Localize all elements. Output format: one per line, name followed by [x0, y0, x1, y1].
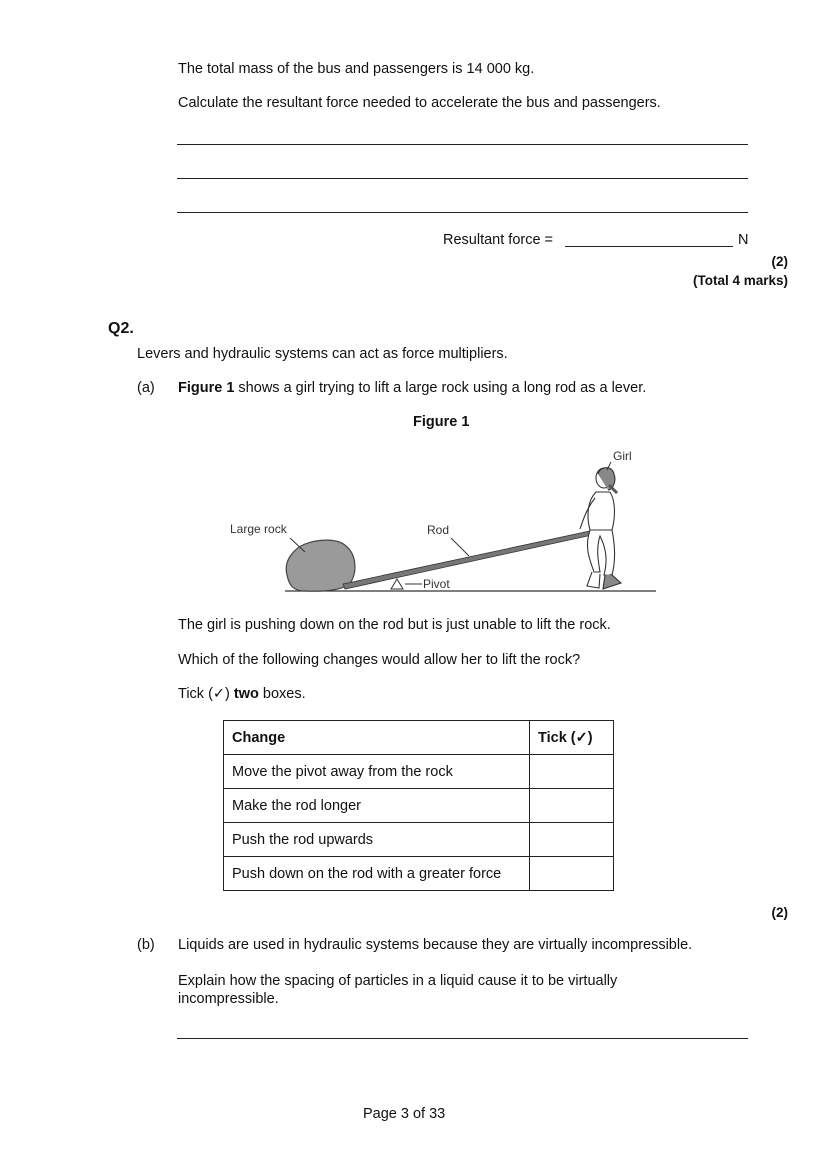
q1-question: Calculate the resultant force needed to accelerate the bus and passengers. — [178, 95, 661, 111]
table-row — [224, 789, 614, 823]
girl-torso — [588, 492, 614, 530]
table-row — [224, 823, 614, 857]
label-large-rock: Large rock — [230, 522, 287, 536]
q2-number: Q2. — [108, 320, 134, 337]
tick-instruction-count: two — [233, 686, 259, 702]
page-number: Page 3 of 33 — [363, 1106, 446, 1122]
change-option: Make the rod longer — [224, 789, 530, 823]
change-option: Push down on the rod with a greater force — [224, 857, 530, 891]
pivot-shape — [391, 579, 403, 589]
girl-figure — [580, 468, 621, 589]
answer-line — [177, 1038, 748, 1039]
q2a-marks: (2) — [771, 905, 788, 920]
q2a-stem-2: Which of the following changes would allow her to lift the rock? — [178, 652, 581, 668]
q2a-text-rest: shows a girl trying to lift a large rock using a long rod as a lever. — [234, 380, 647, 396]
header-change: Change — [224, 721, 530, 755]
table-row — [224, 857, 614, 891]
q2a-label: (a) — [137, 380, 155, 396]
tick-box[interactable] — [530, 857, 614, 891]
label-pivot: Pivot — [423, 577, 450, 591]
girl-legs — [587, 530, 614, 575]
tick-instruction-post: boxes. — [258, 686, 306, 702]
tick-table — [223, 720, 614, 891]
q2-intro: Levers and hydraulic systems can act as force multipliers. — [137, 346, 508, 362]
figure-title: Figure 1 — [413, 414, 470, 430]
q2b-label: (b) — [137, 937, 155, 953]
tick-box[interactable] — [530, 755, 614, 789]
rod-shape — [343, 531, 592, 589]
girl-foot-right — [603, 574, 621, 589]
change-option: Push the rod upwards — [224, 823, 530, 857]
q2b-text: Liquids are used in hydraulic systems because they are virtually incompressible. — [178, 937, 693, 953]
header-tick: Tick (✓) — [530, 721, 614, 755]
tick-box[interactable] — [530, 789, 614, 823]
resultant-force-unit: N — [738, 232, 749, 248]
girl-foot-left — [587, 572, 600, 588]
q2a-figure-ref: Figure 1 — [178, 380, 235, 396]
tick-box[interactable] — [530, 823, 614, 857]
q1-marks: (2) — [771, 254, 788, 269]
label-girl: Girl — [613, 449, 632, 463]
resultant-force-label: Resultant force = — [443, 232, 554, 248]
tick-instruction-pre: Tick (✓) — [178, 686, 234, 702]
q2a-tick-instruction — [178, 686, 306, 702]
q1-mass-text: The total mass of the bus and passengers is 14 000 kg. — [178, 61, 535, 77]
table-header-row — [224, 721, 614, 755]
q2a-stem-1: The girl is pushing down on the rod but is just unable to lift the rock. — [178, 617, 611, 633]
change-option: Move the pivot away from the rock — [224, 755, 530, 789]
q2b-explain: Explain how the spacing of particles in a liquid cause it to be virtually incompressible. — [178, 973, 618, 1007]
q1-total-marks: (Total 4 marks) — [692, 273, 788, 288]
table-row — [224, 755, 614, 789]
rod-leader — [451, 538, 469, 556]
label-rod: Rod — [427, 523, 450, 537]
